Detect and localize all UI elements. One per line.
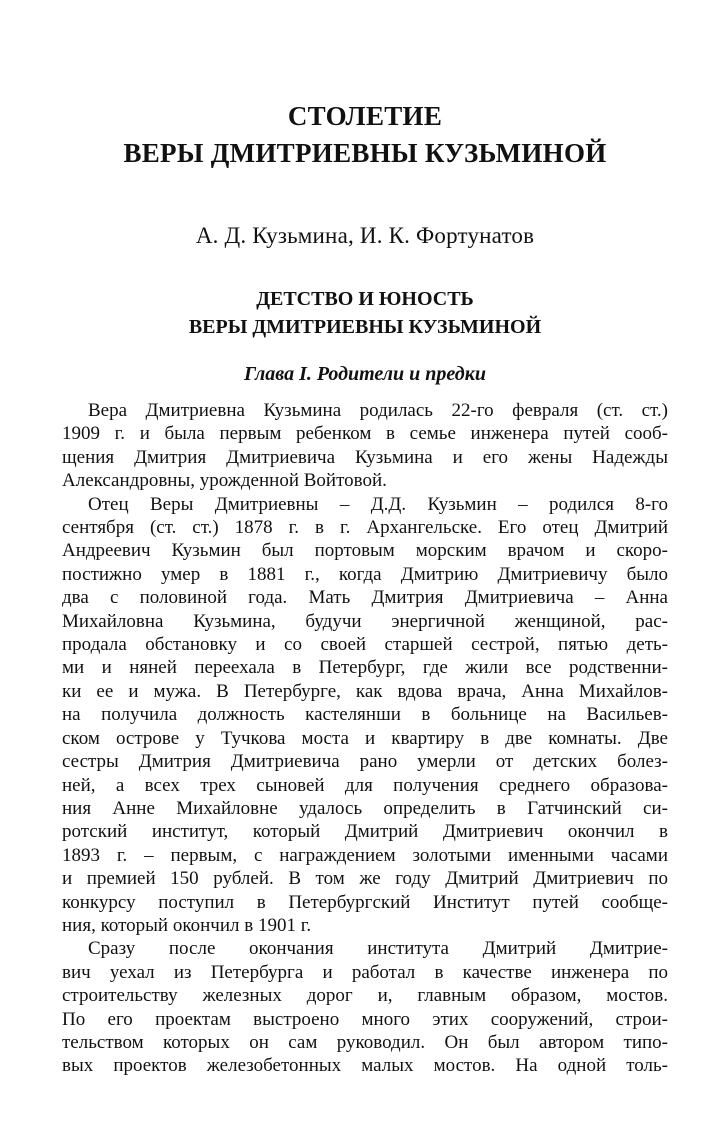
text-line: конкурсу поступил в Петербургский Институт путей сообще-	[62, 891, 668, 913]
text-line: на получила должность кастелянши в больнице на Васильев-	[62, 704, 668, 726]
chapter-heading: Глава I. Родители и предки	[243, 363, 486, 385]
text-line: По его проектам выстроено много этих сооружений, строи-	[62, 1008, 668, 1030]
text-line: вич уехал из Петербурга и работал в качестве инженера по	[62, 961, 668, 983]
text-line: и премией 150 рублей. В том же году Дмитрий Дмитриевич по	[62, 868, 668, 890]
text-line: строительству железных дорог и, главным образом, мостов.	[62, 985, 668, 1007]
body-text	[62, 399, 668, 1078]
text-line: ния, который окончил в 1901 г.	[62, 914, 312, 936]
text-line: тельством которых он сам руководил. Он был автором типо-	[62, 1031, 668, 1053]
article-title-line-2: ВЕРЫ ДМИТРИЕВНЫ КУЗЬМИНОЙ	[123, 138, 607, 168]
text-line: сестры Дмитрия Дмитриевича рано умерли от детских болез-	[62, 751, 668, 773]
text-line: Сразу после окончания института Дмитрий Дмитрие-	[88, 938, 668, 960]
text-line: 1909 г. и была первым ребенком в семье инженера путей сооб-	[62, 423, 668, 445]
text-line: ском острове у Тучкова моста и квартиру в две комнаты. Две	[62, 727, 668, 749]
section-title-line-2: ВЕРЫ ДМИТРИЕВНЫ КУЗЬМИНОЙ	[188, 316, 542, 338]
text-line: щения Дмитрия Дмитриевича Кузьмина и его жены Надежды	[62, 446, 668, 468]
text-line: продала обстановку и со своей старшей сестрой, пятью деть-	[62, 634, 668, 656]
text-line: два с половиной года. Мать Дмитрия Дмитриевича – Анна	[62, 587, 668, 609]
text-line: ми и няней переехала в Петербург, где жили все родственни-	[62, 657, 668, 679]
text-line: Андреевич Кузьмин был портовым морским врачом и скоро-	[62, 540, 668, 562]
text-line: постижно умер в 1881 г., когда Дмитрию Дмитриевичу было	[62, 563, 668, 585]
text-line: Вера Дмитриевна Кузьмина родилась 22-го февраля (ст. ст.)	[88, 400, 668, 421]
text-line: 1893 г. – первым, с награждением золотыми именными часами	[62, 844, 668, 866]
article-title-line-1: СТОЛЕТИЕ	[287, 101, 443, 131]
document-page	[62, 0, 668, 1132]
section-title-line-1: ДЕТСТВО И ЮНОСТЬ	[256, 288, 474, 310]
text-line: Михайловна Кузьмина, будучи энергичной женщиной, рас-	[62, 610, 668, 632]
text-line: ротский институт, который Дмитрий Дмитриевич окончил в	[62, 821, 668, 843]
text-line: Александровны, урожденной Войтовой.	[62, 470, 387, 492]
text-line: вых проектов железобетонных малых мостов. На одной толь-	[62, 1055, 668, 1077]
text-line: ней, а всех трех сыновей для получения среднего образова-	[62, 774, 668, 796]
text-line: сентября (ст. ст.) 1878 г. в г. Архангельске. Его отец Дмитрий	[62, 517, 668, 539]
text-line: Отец Веры Дмитриевны – Д.Д. Кузьмин – родился 8-го	[88, 493, 668, 515]
text-line: ния Анне Михайловне удалось определить в Гатчинский си-	[62, 797, 668, 819]
text-line: ки ее и мужа. В Петербурге, как вдова врача, Анна Михайлов-	[62, 680, 668, 702]
authors-line: А. Д. Кузьмина, И. К. Фортунатов	[195, 223, 535, 248]
